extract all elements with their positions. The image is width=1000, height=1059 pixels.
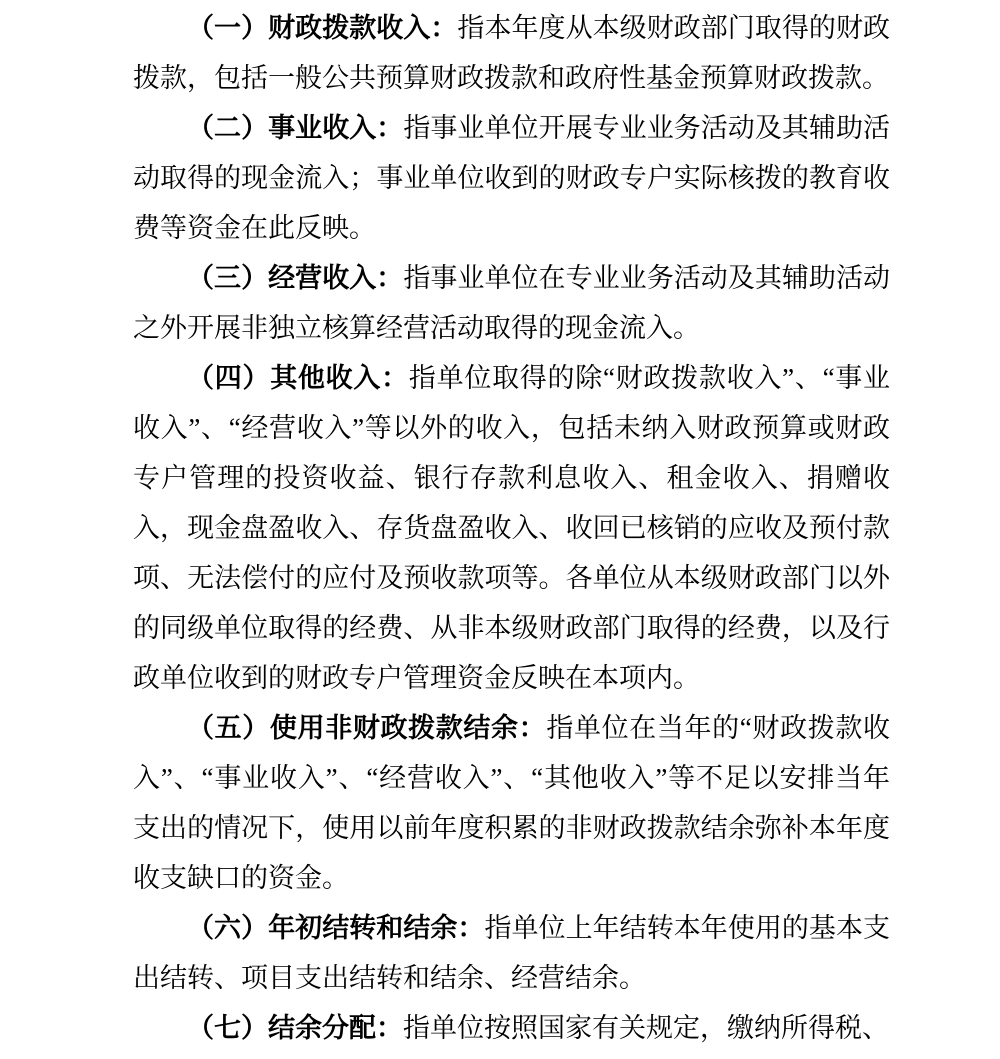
paragraph — [133, 353, 890, 703]
paragraph — [133, 3, 890, 103]
paragraph-list — [133, 3, 890, 1053]
paragraph-body: 指单位按照国家有关规定，缴纳所得税、 — [403, 1013, 889, 1043]
paragraph-label: （四）其他收入： — [187, 363, 409, 393]
paragraph-label: （六）年初结转和结余： — [187, 913, 485, 943]
paragraph-body: 指单位在当年的“财政拨款收入”、“事业收入”、“经营收入”、“其他收入”等不足以安排当年支出的情况下，使用以前年度积累的非财政拨款结余弥补本年度收支缺口的资金。 — [133, 713, 890, 893]
paragraph-body: 指单位取得的除“财政拨款收入”、“事业收入”、“经营收入”等以外的收入，包括未纳入财政预算或财政专户管理的投资收益、银行存款利息收入、租金收入、捐赠收入，现金盘盈收入、存货盘盈收入、收回已核销的应收及预付款项、无法偿付的应付及预收款项等。各单位从本级财政部门以外的同级单位取得的经费、从非本级财政部门取得的经费，以及行政单位收到的财政专户管理资金反映在本项内。 — [133, 363, 891, 693]
paragraph-label: （七）结余分配： — [187, 1013, 403, 1043]
paragraph-body: 指本年度从本级财政部门取得的财政拨款，包括一般公共预算财政拨款和政府性基金预算财政拨款。 — [133, 13, 891, 93]
paragraph — [133, 1003, 890, 1053]
paragraph — [133, 253, 890, 353]
paragraph — [133, 903, 890, 1003]
paragraph-label: （三）经营收入： — [187, 263, 404, 293]
paragraph-label: （五）使用非财政拨款结余： — [187, 713, 547, 743]
paragraph-body: 指事业单位开展专业业务活动及其辅助活动取得的现金流入；事业单位收到的财政专户实际核拨的教育收费等资金在此反映。 — [133, 113, 891, 243]
paragraph-label: （一）财政拨款收入： — [187, 13, 458, 43]
paragraph — [133, 703, 890, 903]
paragraph-body: 指单位上年结转本年使用的基本支出结转、项目支出结转和结余、经营结余。 — [133, 913, 891, 993]
paragraph-label: （二）事业收入： — [187, 113, 404, 143]
paragraph-body: 指事业单位在专业业务活动及其辅助活动之外开展非独立核算经营活动取得的现金流入。 — [133, 263, 891, 343]
paragraph — [133, 103, 890, 253]
